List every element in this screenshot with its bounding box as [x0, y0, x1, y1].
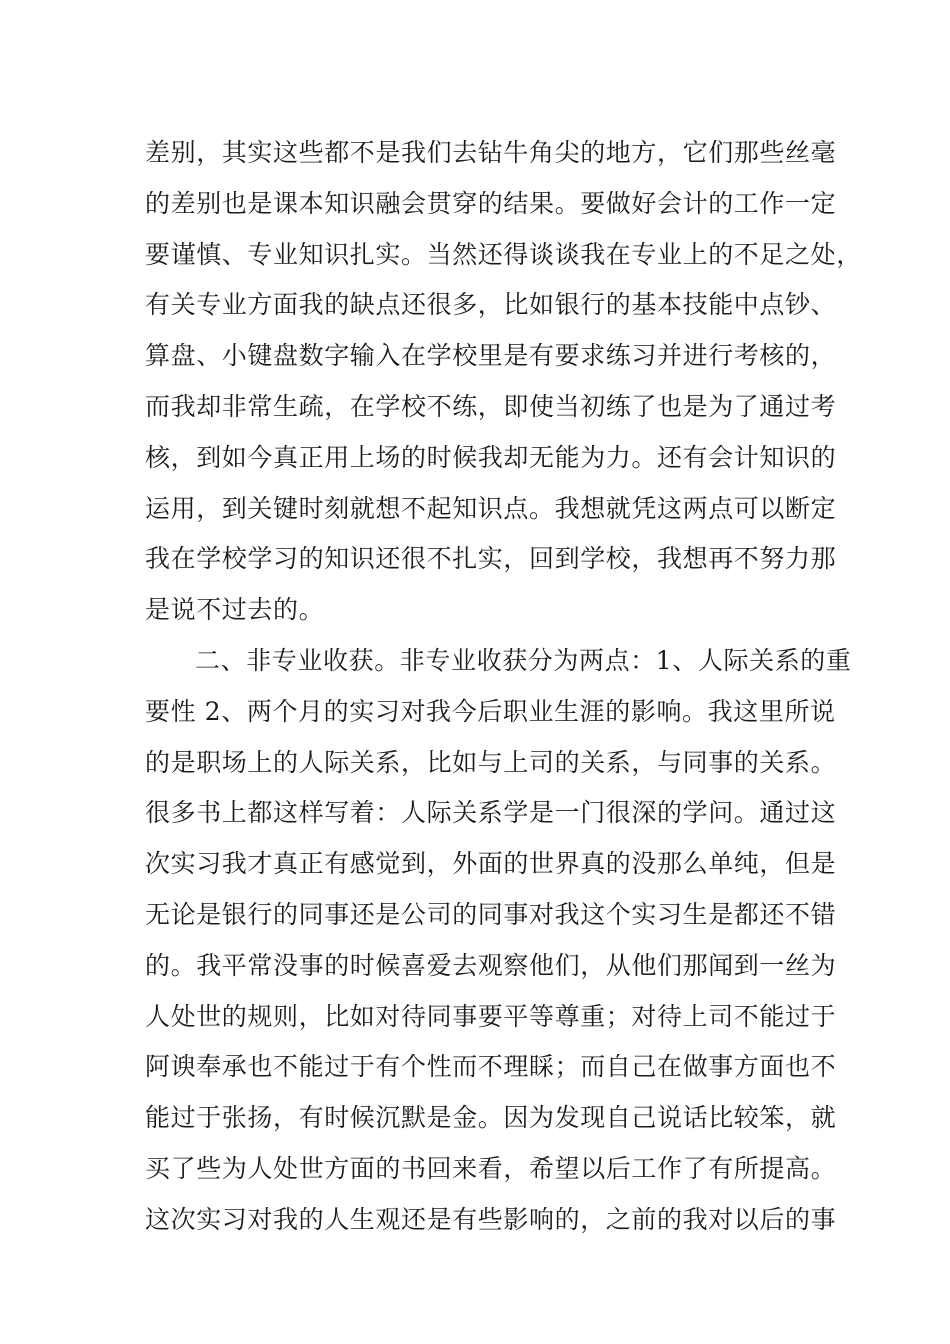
body-text — [145, 128, 862, 1246]
text-line: 要性 2、两个月的实习对我今后职业生涯的影响。我这里所说 — [145, 696, 836, 726]
text-line: 的差别也是课本知识融会贯穿的结果。要做好会计的工作一定 — [145, 188, 837, 218]
text-line: 能过于张扬，有时候沉默是金。因为发现自己说话比较笨，就 — [145, 1103, 837, 1133]
text-line: 核，到如今真正用上场的时候我却无能为力。还有会计知识的 — [145, 442, 837, 472]
text-line: 而我却非常生疏，在学校不练，即使当初练了也是为了通过考 — [145, 391, 837, 421]
text-line: 是说不过去的。 — [145, 595, 325, 625]
text-line: 阿谀奉承也不能过于有个性而不理睬；而自己在做事方面也不 — [145, 1052, 837, 1082]
text-line: 要谨慎、专业知识扎实。当然还得谈谈我在专业上的不足之处， — [145, 239, 862, 269]
text-line: 算盘、小键盘数字输入在学校里是有要求练习并进行考核的， — [145, 341, 837, 371]
text-line: 这次实习对我的人生观还是有些影响的，之前的我对以后的事 — [145, 1204, 837, 1234]
text-line: 二、非专业收获。非专业收获分为两点：1、人际关系的重 — [195, 645, 852, 675]
text-line: 买了些为人处世方面的书回来看，希望以后工作了有所提高。 — [145, 1153, 837, 1183]
text-line: 无论是银行的同事还是公司的同事对我这个实习生是都还不错 — [145, 899, 837, 929]
text-line: 很多书上都这样写着：人际关系学是一门很深的学问。通过这 — [145, 798, 837, 828]
text-line: 我在学校学习的知识还很不扎实，回到学校，我想再不努力那 — [145, 544, 837, 574]
text-line: 人处世的规则，比如对待同事要平等尊重；对待上司不能过于 — [145, 1001, 837, 1031]
text-line: 的。我平常没事的时候喜爱去观察他们，从他们那闻到一丝为 — [145, 950, 837, 980]
text-line: 次实习我才真正有感觉到，外面的世界真的没那么单纯，但是 — [145, 849, 837, 879]
text-line: 有关专业方面我的缺点还很多，比如银行的基本技能中点钞、 — [145, 290, 837, 320]
text-line: 运用，到关键时刻就想不起知识点。我想就凭这两点可以断定 — [145, 493, 837, 523]
text-line: 的是职场上的人际关系，比如与上司的关系，与同事的关系。 — [145, 747, 837, 777]
text-line: 差别，其实这些都不是我们去钻牛角尖的地方，它们那些丝毫 — [145, 138, 837, 167]
